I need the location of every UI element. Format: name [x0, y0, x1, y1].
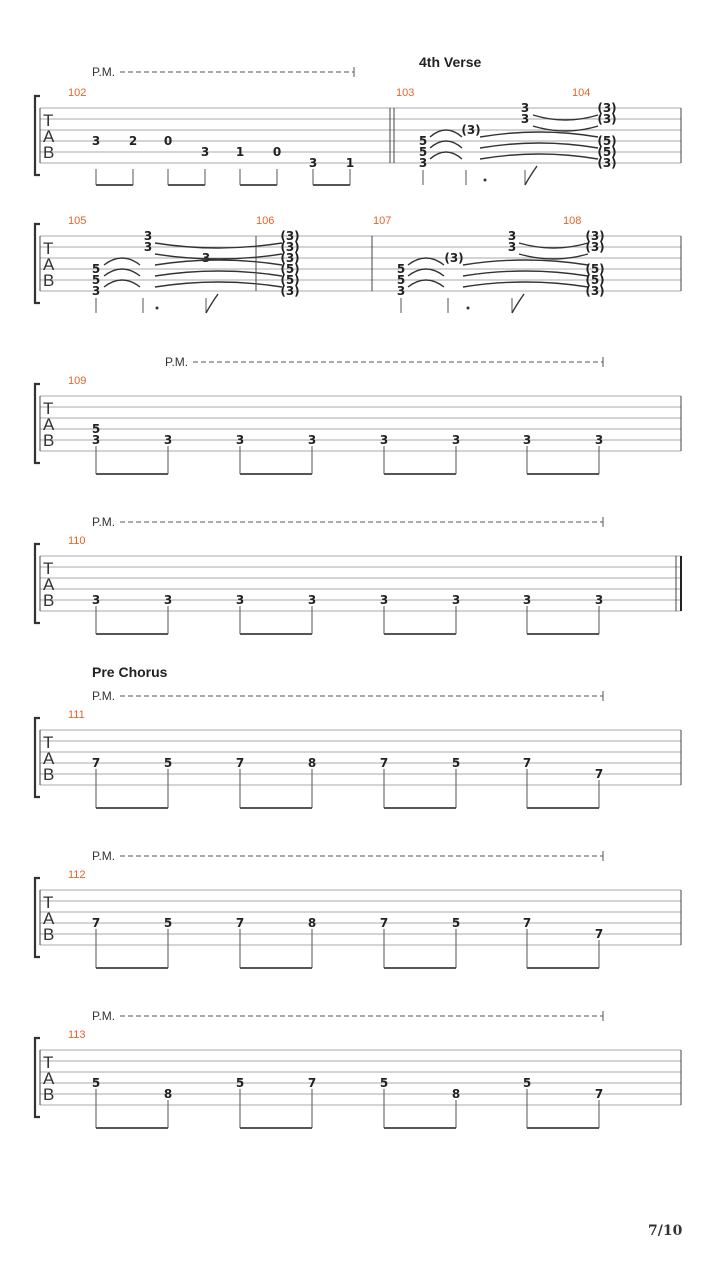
fret-number-108: (5): [585, 262, 605, 276]
fret-number-103: 3: [520, 101, 530, 115]
system5-bracket: [35, 718, 40, 797]
measure-number: 102: [68, 87, 87, 99]
fret-number-102: 0: [272, 145, 282, 159]
measure-number: 103: [396, 87, 415, 99]
measure-number: 107: [373, 215, 392, 227]
note-flag: [206, 294, 218, 313]
fret-number-110: 3: [451, 593, 461, 607]
tie-arc: [480, 143, 598, 148]
fret-number-109: 3: [235, 433, 245, 447]
fret-number-109: 3: [594, 433, 604, 447]
fret-number-109: 3: [451, 433, 461, 447]
fret-number-106: (5): [280, 262, 300, 276]
palm-mute-label: P.M.: [92, 689, 116, 703]
measure-number: 104: [572, 87, 591, 99]
fret-number-112: 7: [235, 916, 245, 930]
tab-letter-t: T: [43, 893, 54, 912]
fret-number-102: 3: [308, 156, 318, 170]
system3-bracket: [35, 384, 40, 463]
tie-arc: [408, 269, 444, 276]
measure-number: 106: [256, 215, 275, 227]
fret-number-103: 3: [520, 112, 530, 126]
fret-number-106: (3): [280, 284, 300, 298]
fret-number-112: 7: [522, 916, 532, 930]
fret-number-109: 3: [163, 433, 173, 447]
fret-number-102: 3: [91, 134, 101, 148]
fret-number-112: 7: [594, 927, 604, 941]
fret-number-106: (3): [280, 229, 300, 243]
fret-number-103: 5: [418, 134, 428, 148]
fret-number-110: 3: [91, 593, 101, 607]
note-flag: [512, 294, 524, 313]
fret-number-110: 3: [307, 593, 317, 607]
fret-number-111: 7: [522, 756, 532, 770]
palm-mute-label: P.M.: [92, 65, 116, 79]
tab-letter-a: A: [43, 127, 55, 146]
fret-number-108: (3): [585, 240, 605, 254]
fret-number-112: 7: [379, 916, 389, 930]
fret-number-112: 5: [163, 916, 173, 930]
system4-bracket: [35, 544, 40, 623]
fret-number-103: (3): [461, 123, 481, 137]
measure-number: 109: [68, 375, 87, 387]
tab-letter-t: T: [43, 1053, 54, 1072]
system7-bracket: [35, 1038, 40, 1117]
fret-number-112: 8: [307, 916, 317, 930]
fret-number-107: 5: [396, 262, 406, 276]
fret-number-108: (3): [585, 229, 605, 243]
fret-number-102: 3: [200, 145, 210, 159]
fret-number-105: 3: [201, 251, 211, 265]
fret-number-111: 5: [163, 756, 173, 770]
fret-number-105: 5: [91, 262, 101, 276]
fret-number-111: 7: [379, 756, 389, 770]
tie-arc: [463, 282, 588, 287]
tie-arc: [155, 271, 282, 276]
fret-number-111: 8: [307, 756, 317, 770]
tab-letter-a: A: [43, 909, 55, 928]
fret-number-108: (5): [585, 273, 605, 287]
measure-number: 110: [68, 535, 86, 547]
tie-arc: [104, 269, 140, 276]
fret-number-106: (3): [280, 240, 300, 254]
tab-letter-t: T: [43, 111, 54, 130]
tie-arc: [104, 280, 140, 287]
measure-number: 113: [68, 1029, 86, 1041]
tie-arc: [155, 260, 282, 265]
fret-number-113: 8: [163, 1087, 173, 1101]
fret-number-102: 1: [345, 156, 355, 170]
fret-number-113: 5: [379, 1076, 389, 1090]
fret-number-110: 3: [522, 593, 532, 607]
tab-letter-t: T: [43, 733, 54, 752]
fret-number-113: 5: [522, 1076, 532, 1090]
fret-number-113: 7: [594, 1087, 604, 1101]
fret-number-103: 5: [418, 145, 428, 159]
palm-mute-label: P.M.: [92, 515, 116, 529]
fret-number-109: 5: [91, 422, 101, 436]
palm-mute-label: P.M.: [165, 355, 189, 369]
measure-number: 112: [68, 869, 86, 881]
fret-number-111: 7: [235, 756, 245, 770]
tab-letter-b: B: [43, 271, 55, 290]
fret-number-111: 7: [91, 756, 101, 770]
fret-number-107: 3: [507, 229, 517, 243]
fret-number-113: 5: [235, 1076, 245, 1090]
tie-arc: [408, 280, 444, 287]
tie-arc: [463, 271, 588, 276]
fret-number-113: 7: [307, 1076, 317, 1090]
tab-letter-b: B: [43, 925, 55, 944]
fret-number-104: (3): [597, 101, 617, 115]
tab-letter-a: A: [43, 255, 55, 274]
fret-number-105: 3: [91, 284, 101, 298]
tab-letter-b: B: [43, 765, 55, 784]
system1-bracket: [35, 96, 40, 175]
tie-arc: [408, 258, 444, 265]
fret-number-102: 1: [235, 145, 245, 159]
tab-letter-a: A: [43, 415, 55, 434]
palm-mute-label: P.M.: [92, 849, 116, 863]
rhythm-dot: [156, 307, 159, 310]
system6-bracket: [35, 878, 40, 957]
fret-number-112: 7: [91, 916, 101, 930]
system2-bracket: [35, 224, 40, 303]
tab-letter-a: A: [43, 749, 55, 768]
fret-number-107: (3): [444, 251, 464, 265]
fret-number-105: 5: [91, 273, 101, 287]
fret-number-109: 3: [307, 433, 317, 447]
fret-number-104: (3): [597, 112, 617, 126]
tab-letter-t: T: [43, 399, 54, 418]
tab-letter-t: T: [43, 239, 54, 258]
measure-number: 111: [68, 709, 85, 721]
fret-number-107: 3: [396, 284, 406, 298]
fret-number-111: 5: [451, 756, 461, 770]
tie-arc: [430, 152, 462, 159]
fret-number-104: (3): [597, 156, 617, 170]
fret-number-103: 3: [418, 156, 428, 170]
tie-arc: [463, 260, 588, 265]
fret-number-111: 7: [594, 767, 604, 781]
tab-letter-a: A: [43, 1069, 55, 1088]
palm-mute-label: P.M.: [92, 1009, 116, 1023]
tab-letter-b: B: [43, 143, 55, 162]
fret-number-110: 3: [379, 593, 389, 607]
section-label-verse: 4th Verse: [419, 54, 482, 70]
fret-number-109: 3: [91, 433, 101, 447]
rhythm-dot: [484, 179, 487, 182]
rhythm-dot: [467, 307, 470, 310]
fret-number-113: 8: [451, 1087, 461, 1101]
tab-letter-a: A: [43, 575, 55, 594]
section-label-prechorus: Pre Chorus: [92, 664, 168, 680]
fret-number-110: 3: [235, 593, 245, 607]
fret-number-105: 3: [143, 229, 153, 243]
fret-number-112: 5: [451, 916, 461, 930]
tie-arc: [155, 282, 282, 287]
fret-number-110: 3: [163, 593, 173, 607]
measure-number: 108: [563, 215, 582, 227]
fret-number-105: 3: [143, 240, 153, 254]
tab-letter-b: B: [43, 1085, 55, 1104]
tie-arc: [480, 132, 598, 137]
fret-number-106: (3): [280, 251, 300, 265]
fret-number-110: 3: [594, 593, 604, 607]
fret-number-102: 2: [128, 134, 138, 148]
tie-arc: [480, 154, 598, 159]
tab-letter-b: B: [43, 591, 55, 610]
tie-arc: [430, 130, 462, 137]
tab-letter-b: B: [43, 431, 55, 450]
note-flag: [525, 166, 537, 185]
fret-number-109: 3: [522, 433, 532, 447]
fret-number-113: 5: [91, 1076, 101, 1090]
fret-number-104: (5): [597, 145, 617, 159]
tie-arc: [104, 258, 140, 265]
fret-number-104: (5): [597, 134, 617, 148]
measure-number: 105: [68, 215, 87, 227]
tie-arc: [430, 141, 462, 148]
fret-number-107: 5: [396, 273, 406, 287]
fret-number-109: 3: [379, 433, 389, 447]
fret-number-102: 0: [163, 134, 173, 148]
fret-number-106: (5): [280, 273, 300, 287]
page-number: 7/10: [648, 1223, 683, 1239]
tab-letter-t: T: [43, 559, 54, 578]
fret-number-107: 3: [507, 240, 517, 254]
fret-number-108: (3): [585, 284, 605, 298]
